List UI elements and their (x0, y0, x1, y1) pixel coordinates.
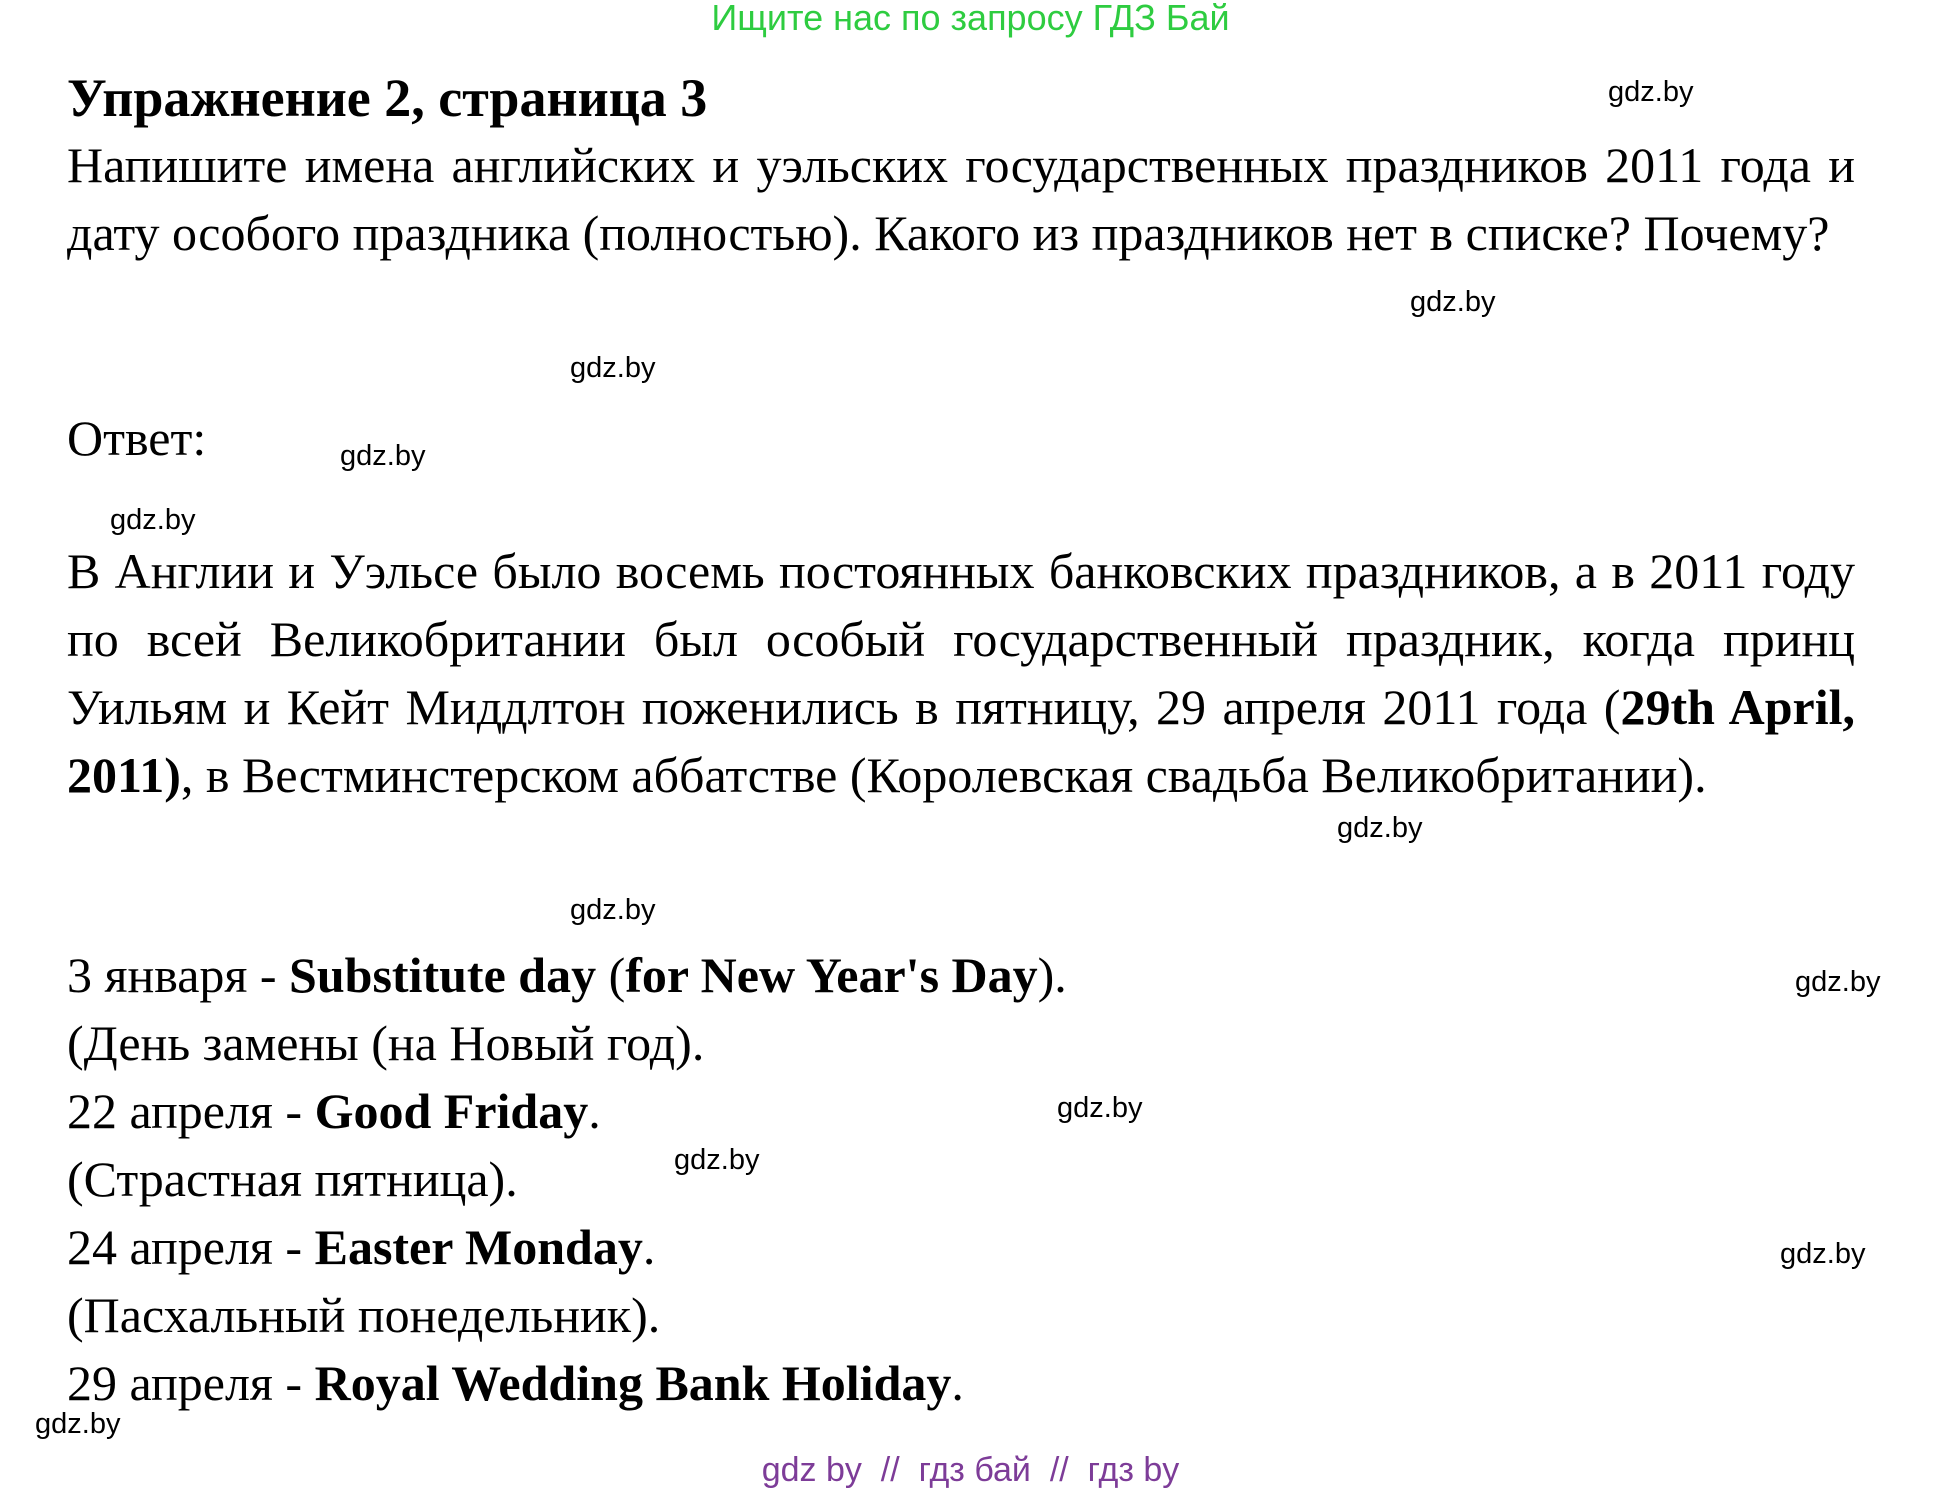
holiday-date: 24 апреля - (67, 1219, 315, 1275)
answer-date-english: 29th April, 2011) (67, 679, 1855, 803)
holiday-punct: . (951, 1355, 964, 1411)
watermark: gdz.by (1795, 966, 1881, 998)
watermark: gdz.by (35, 1408, 121, 1440)
holiday-date: 29 апреля - (67, 1355, 315, 1411)
holiday-name: Substitute day (289, 947, 597, 1003)
answer-paragraph (67, 537, 1855, 809)
holiday-name: Royal Wedding Bank Holiday (314, 1355, 952, 1411)
watermark: gdz.by (1608, 76, 1694, 108)
holiday-translation-3: (Пасхальный понедельник). (67, 1287, 661, 1343)
answer-text-end: , в Вестминстерском аббатстве (Королевская свадьба Великобритании). (180, 747, 1707, 803)
footer-links: gdz by // гдз бай // гдз by (761, 1451, 1180, 1489)
answer-text-start: В Англии и Уэльсе было восемь постоянных банковских праздников, а в 2011 году по всей Великобритании был особый государственный праздник, когда принц Уильям и Кейт Миддлтон поженились в пятницу, 29 апреля 2011 года ( (67, 543, 1855, 735)
watermark: gdz.by (1410, 286, 1496, 318)
holiday-item-1 (67, 941, 1855, 1009)
watermark: gdz.by (674, 1144, 760, 1176)
watermark: gdz.by (110, 504, 196, 536)
holiday-item-3 (67, 1213, 1855, 1281)
holiday-name-note: for New Year's Day (625, 947, 1038, 1003)
exercise-title: Упражнение 2, страница 3 (67, 68, 708, 128)
holiday-translation-2: (Страстная пятница). (67, 1151, 518, 1207)
watermark: gdz.by (570, 894, 656, 926)
watermark: gdz.by (340, 440, 426, 472)
holiday-punct: . (588, 1083, 601, 1139)
holiday-punct: ( (596, 947, 626, 1003)
holiday-translation-1: (День замены (на Новый год). (67, 1015, 705, 1071)
answer-label: Ответ: (67, 410, 207, 466)
watermark: gdz.by (1337, 812, 1423, 844)
holiday-name: Good Friday (314, 1083, 589, 1139)
top-banner: Ищите нас по запросу ГДЗ Бай (711, 0, 1230, 38)
holiday-punct: ). (1037, 947, 1067, 1003)
holiday-list (67, 941, 1855, 1417)
holiday-date: 3 января - (67, 947, 290, 1003)
holiday-date: 22 апреля - (67, 1083, 315, 1139)
holiday-item-2 (67, 1077, 1855, 1145)
holiday-name: Easter Monday (314, 1219, 643, 1275)
holiday-item-4 (67, 1349, 1855, 1417)
holiday-punct: . (642, 1219, 656, 1275)
watermark: gdz.by (570, 352, 656, 384)
watermark: gdz.by (1780, 1238, 1866, 1270)
exercise-question: Напишите имена английских и уэльских государственных праздников 2011 года и дату особого праздника (полностью). Какого из праздников нет в списке? Почему? (67, 137, 1855, 261)
watermark: gdz.by (1057, 1092, 1143, 1124)
